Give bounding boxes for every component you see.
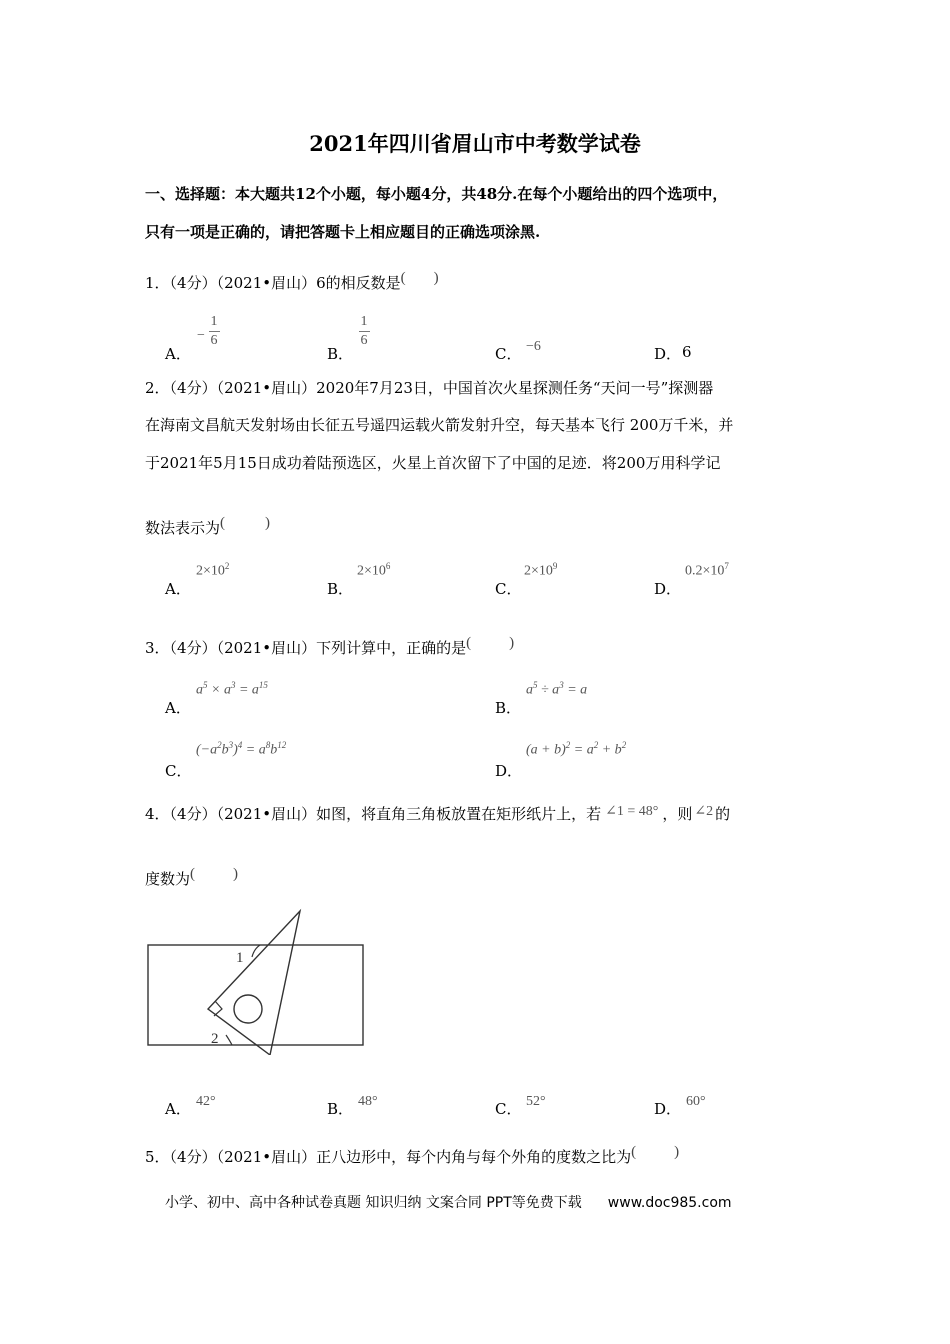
answer-paren-close: )	[433, 270, 439, 286]
q1-option-b-fraction	[356, 314, 372, 349]
q3-option-d-value: $(a + b)^2 = a^2 + b^2$	[526, 740, 627, 758]
question-2-text: 数法表示为	[145, 519, 221, 537]
q2-option-a-base: 2×10	[196, 563, 225, 579]
footer-text: 小学、初中、高中各种试卷真题 知识归纳 文案合同 PPT等免费下载	[165, 1195, 582, 1211]
question-2-line3: 于2021年5月15日成功着陆预选区，火星上首次留下了中国的足迹．将200万用科学记	[145, 454, 721, 472]
q3-option-c-label: C．	[165, 762, 192, 780]
question-5-stem	[145, 1146, 679, 1167]
q1-option-c-value: −6	[526, 339, 541, 354]
question-4-line2	[145, 868, 238, 889]
question-2-line1: 2．（4分）（2021•眉山）2020年7月23日，中国首次火星探测任务“天问一号”探测器	[145, 379, 714, 397]
fraction-bar	[209, 331, 220, 332]
q4-option-b-label: B．	[327, 1100, 354, 1118]
q1-option-b-denominator: 6	[360, 333, 368, 348]
answer-paren-close: )	[509, 635, 515, 651]
q3-option-b-label: B．	[495, 699, 522, 717]
q2-option-d-base: 0.2×10	[685, 563, 725, 579]
q2-option-b-exponent: 6	[385, 561, 391, 571]
q4-option-a-label: A．	[165, 1100, 191, 1118]
q3-option-d-label: D．	[495, 762, 523, 780]
q4-option-a-value: 42°	[196, 1094, 216, 1109]
q2-option-c-base: 2×10	[524, 563, 553, 579]
angle-1-label: 1	[236, 950, 244, 966]
q3-option-c-value: $(-a^2b^3)^4 = a^8b^{12}$	[196, 740, 287, 758]
answer-paren-close: )	[265, 515, 271, 531]
question-1-text: 1．（4分）（2021•眉山）6的相反数是	[145, 274, 401, 292]
q2-option-c-exponent: 9	[552, 561, 558, 571]
q2-option-d-label: D．	[654, 580, 682, 598]
q1-option-d-value: 6	[682, 343, 692, 361]
q1-option-a-numerator: 1	[210, 314, 218, 329]
question-3-text: 3．（4分）（2021•眉山）下列计算中，正确的是	[145, 639, 467, 657]
answer-paren-open: (	[466, 635, 472, 651]
q4-option-d-label: D．	[654, 1100, 682, 1118]
page-footer	[165, 1192, 732, 1212]
triangle-ruler	[208, 911, 300, 1055]
angle-2-label: 2	[211, 1031, 219, 1047]
q2-option-a-label: A．	[165, 580, 191, 598]
q2-option-b-base: 2×10	[357, 563, 386, 579]
q2-option-a-exponent: 2	[224, 561, 230, 571]
q2-option-d-value	[685, 561, 729, 580]
q2-option-b-label: B．	[327, 580, 354, 598]
q4-option-d-value: 60°	[686, 1094, 706, 1109]
page-title: 2021年四川省眉山市中考数学试卷	[309, 131, 641, 156]
question-1-stem	[145, 272, 439, 293]
q3-option-b-value: $a^5 \div a^3 = a$	[526, 680, 588, 698]
rectangle-paper	[148, 945, 363, 1045]
q2-option-a-value	[196, 561, 229, 580]
answer-paren-open: (	[190, 866, 196, 882]
q4-figure	[140, 905, 380, 1055]
question-2-line4	[145, 517, 270, 538]
footer-url[interactable]: www.doc985.com	[607, 1195, 732, 1211]
q1-option-a-sign: −	[197, 328, 205, 343]
question-4-line1	[145, 803, 730, 824]
angle-2-symbol: ∠2	[694, 804, 714, 819]
q2-option-d-exponent: 7	[724, 561, 729, 571]
q1-option-c-label: C．	[495, 345, 522, 363]
angle-2-arc	[226, 1035, 232, 1045]
q4-option-c-label: C．	[495, 1100, 522, 1118]
q4-option-b-value: 48°	[358, 1094, 378, 1109]
q2-option-c-label: C．	[495, 580, 522, 598]
question-4-text-mid: ，则	[662, 805, 693, 823]
q3-option-a-value: $a^5 \times a^3 = a^{15}$	[196, 680, 268, 698]
section-instructions-line1: 一、选择题：本大题共12个小题，每小题4分，共48分.在每个小题给出的四个选项中，	[145, 185, 728, 203]
q3-option-a-label: A．	[165, 699, 191, 717]
triangle-hole	[234, 995, 262, 1023]
answer-paren-close: )	[233, 866, 239, 882]
answer-paren-open: (	[400, 270, 406, 286]
question-5-text: 5．（4分）（2021•眉山）正八边形中，每个内角与每个外角的度数之比为	[145, 1148, 632, 1166]
answer-paren-open: (	[631, 1144, 637, 1160]
answer-paren-close: )	[674, 1144, 680, 1160]
angle-1-value: ∠1 = 48°	[605, 804, 659, 819]
section-instructions-line2: 只有一项是正确的，请把答题卡上相应题目的正确选项涂黑.	[145, 223, 541, 241]
question-2-line2: 在海南文昌航天发射场由长征五号遥四运载火箭发射升空，每天基本飞行 200万千米，并	[145, 416, 734, 434]
q2-option-c-value	[524, 561, 557, 580]
q2-option-b-value	[357, 561, 390, 580]
q1-option-a-label: A．	[165, 345, 191, 363]
q4-option-c-value: 52°	[526, 1094, 546, 1109]
q1-option-a-fraction	[206, 314, 222, 349]
question-4-text-post: 的	[715, 805, 731, 823]
fraction-bar	[359, 331, 370, 332]
question-3-stem	[145, 637, 514, 658]
answer-paren-open: (	[220, 515, 226, 531]
q1-option-b-numerator: 1	[360, 314, 368, 329]
question-4-text-pre: 4．（4分）（2021•眉山）如图，将直角三角板放置在矩形纸片上，若	[145, 805, 602, 823]
question-4-text-line2: 度数为	[145, 870, 191, 888]
q1-option-d-label: D．	[654, 345, 682, 363]
q1-option-a-denominator: 6	[210, 333, 218, 348]
q1-option-b-label: B．	[327, 345, 354, 363]
